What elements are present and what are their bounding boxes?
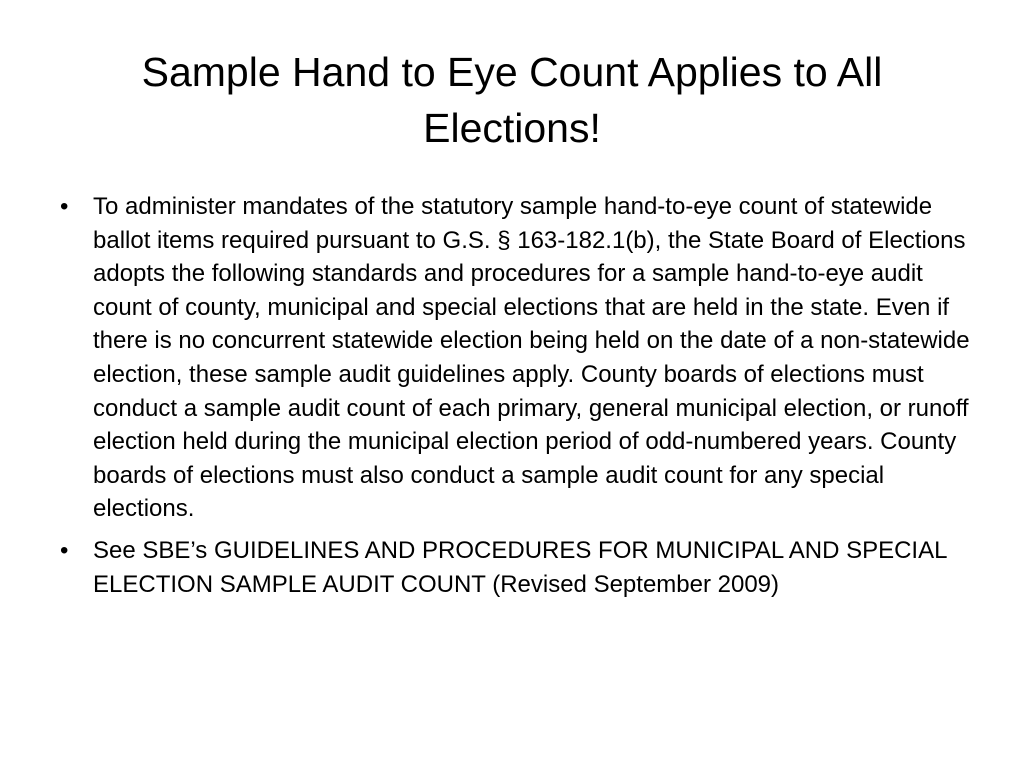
bullet-point-icon: • xyxy=(60,536,69,564)
bullet-text: See SBE’s GUIDELINES AND PROCEDURES FOR MUNICIPAL AND SPECIAL ELECTION SAMPLE AUDIT COUNT (Revised September 2009) xyxy=(93,536,947,598)
bullet-point-icon: • xyxy=(60,193,69,220)
bullet-item-guidelines-reference xyxy=(60,534,970,601)
bullet-item-statutory-count xyxy=(60,190,970,526)
slide-title: Sample Hand to Eye Count Applies to All Elections! xyxy=(141,49,883,151)
bullet-list xyxy=(60,190,970,609)
bullet-text: To administer mandates of the statutory sample hand-to-eye count of statewide ballot items required pursuant to G.S. § 163-182.1(b), the State Board of Elections adopts the following standards and procedures for a sample hand-to-eye audit count of county, municipal and special elections that are held in the state. Even if there is no concurrent statewide election being held on the date of a non-statewide election, these sample audit guidelines apply. County boards of elections must conduct a sample audit count of each primary, general municipal election, or runoff election held during the municipal election period of odd-numbered years. County boards of elections must also conduct a sample audit count for any special elections. xyxy=(93,193,970,523)
